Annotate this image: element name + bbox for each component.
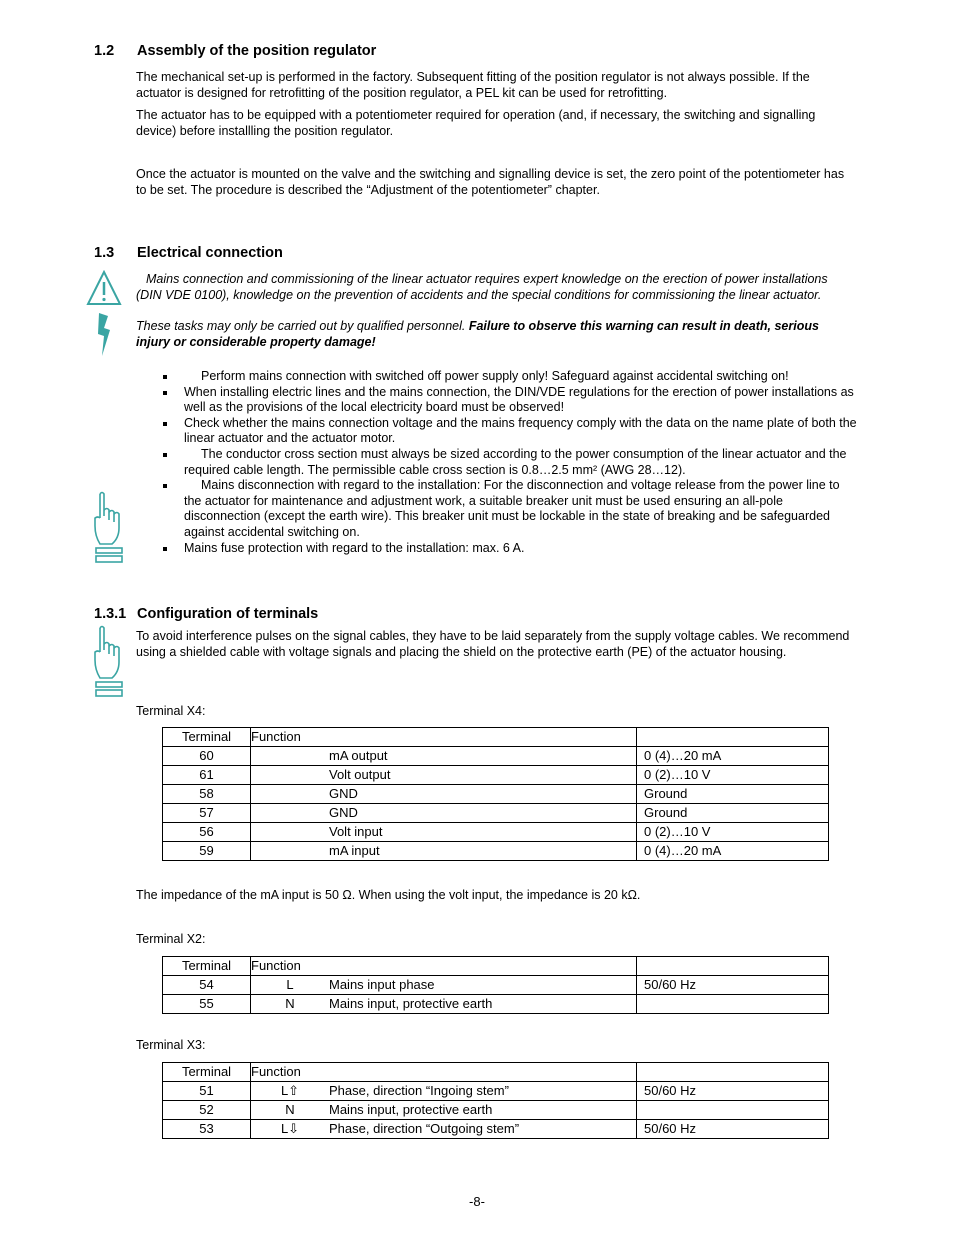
table-cell: Volt output — [251, 766, 637, 785]
table-cell: 57 — [163, 804, 251, 823]
table-cell: mA output — [251, 747, 637, 766]
table-cell: mA input — [251, 842, 637, 861]
table-cell: 0 (4)…20 mA — [637, 747, 829, 766]
table-header-cell: Function — [251, 1063, 637, 1082]
table-row — [163, 1101, 829, 1120]
table-cell: 59 — [163, 842, 251, 861]
list-item: Mains disconnection with regard to the installation: For the disconnection and voltage release from the power line to the actuator for maintenance and adjustment work, a suitable breaker unit must be used ensuring an all-pole disconnection (except the earth wire). This breaker unit must be lockable in the state of breaking and be safeguarded against accidental switching on. — [136, 478, 858, 540]
warning-text-2: These tasks may only be carried out by qualified personnel. Failure to observe this warning can result in death, serious injury or considerable property damage! — [136, 319, 819, 349]
table-cell: 58 — [163, 785, 251, 804]
table-row — [163, 976, 829, 995]
table-cell: N Mains input, protective earth — [251, 1101, 637, 1120]
table-cell: 0 (2)…10 V — [637, 766, 829, 785]
table-cell: Ground — [637, 804, 829, 823]
table-row — [163, 823, 829, 842]
table-row — [163, 785, 829, 804]
paragraph: The actuator has to be equipped with a potentiometer required for operation (and, if necessary, the switching and signalling device) before installling the position regulator. — [136, 108, 816, 138]
section-title: Configuration of terminals — [137, 606, 319, 622]
table-header-row — [163, 957, 829, 976]
pointing-hand-icon — [92, 490, 124, 566]
paragraph: The impedance of the mA input is 50 Ω. When using the volt input, the impedance is 20 kΩ. — [136, 888, 641, 902]
table-header-cell: Terminal — [163, 1063, 251, 1082]
terminal-x2-table — [162, 956, 829, 1014]
page-number: -8- — [469, 1194, 485, 1209]
table-cell: L⇧ Phase, direction “Ingoing stem” — [251, 1082, 637, 1101]
section-title: Assembly of the position regulator — [137, 43, 377, 59]
table-cell: 0 (2)…10 V — [637, 823, 829, 842]
table-row — [163, 747, 829, 766]
warning-text: Mains connection and commissioning of the linear actuator requires expert knowledge on the erection of power installations (DIN VDE 0100), knowledge on the prevention of accidents and the special conditions for commissioning the linear actuator. — [136, 272, 828, 302]
table-header-cell: Terminal — [163, 728, 251, 747]
table-header-row — [163, 728, 829, 747]
warning-emphasis: Failure to observe this warning can result in death, serious injury or considerable property damage! — [136, 319, 819, 349]
bullet-list — [136, 369, 858, 556]
table-header-row — [163, 1063, 829, 1082]
paragraph: To avoid interference pulses on the signal cables, they have to be laid separately from the supply voltage cables. We recommend using a shielded cable with voltage signals and placing the shield on the protective earth (PE) of the actuator housing. — [136, 629, 850, 659]
section-number: 1.2 — [94, 43, 115, 59]
table-label: Terminal X4: — [136, 704, 206, 718]
table-header-cell — [637, 957, 829, 976]
table-cell: Ground — [637, 785, 829, 804]
table-row — [163, 1120, 829, 1139]
table-cell — [637, 995, 829, 1014]
table-cell: GND — [251, 785, 637, 804]
list-item: Mains fuse protection with regard to the installation: max. 6 A. — [136, 541, 858, 557]
table-label: Terminal X2: — [136, 932, 206, 946]
table-cell: 52 — [163, 1101, 251, 1120]
list-item: Check whether the mains connection voltage and the mains frequency comply with the data on the name plate of both the linear actuator and the actuator motor. — [136, 416, 858, 447]
table-cell: L Mains input phase — [251, 976, 637, 995]
table-cell: 55 — [163, 995, 251, 1014]
table-cell: 50/60 Hz — [637, 1082, 829, 1101]
table-cell: 60 — [163, 747, 251, 766]
table-row — [163, 766, 829, 785]
terminal-x3-table — [162, 1062, 829, 1139]
section-title: Electrical connection — [137, 245, 283, 261]
table-cell: 50/60 Hz — [637, 976, 829, 995]
table-header-cell: Function — [251, 728, 637, 747]
list-item: When installing electric lines and the mains connection, the DIN/VDE regulations for the erection of power installations as well as the provisions of the local electricity board must be observed! — [136, 385, 858, 416]
table-cell: 56 — [163, 823, 251, 842]
table-header-cell: Function — [251, 957, 637, 976]
terminal-x4-table — [162, 727, 829, 861]
table-cell: 53 — [163, 1120, 251, 1139]
table-cell: Volt input — [251, 823, 637, 842]
table-header-cell — [637, 728, 829, 747]
table-header-cell: Terminal — [163, 957, 251, 976]
table-row — [163, 995, 829, 1014]
table-label: Terminal X3: — [136, 1038, 206, 1052]
table-row — [163, 804, 829, 823]
section-number: 1.3 — [94, 245, 115, 261]
table-cell: 50/60 Hz — [637, 1120, 829, 1139]
pointing-hand-icon — [92, 624, 124, 700]
section-number: 1.3.1 — [94, 606, 127, 622]
table-cell: GND — [251, 804, 637, 823]
table-cell: L⇩ Phase, direction “Outgoing stem” — [251, 1120, 637, 1139]
lightning-bolt-icon — [98, 313, 110, 356]
paragraph: Once the actuator is mounted on the valve and the switching and signalling device is set, the zero point of the potentiometer has to be set. The procedure is described the “Adjustment of the potentiometer” chapter. — [136, 167, 845, 197]
table-row — [163, 1082, 829, 1101]
table-cell — [637, 1101, 829, 1120]
table-cell: 61 — [163, 766, 251, 785]
table-cell: 51 — [163, 1082, 251, 1101]
table-row — [163, 842, 829, 861]
table-cell: 0 (4)…20 mA — [637, 842, 829, 861]
list-item: Perform mains connection with switched off power supply only! Safeguard against accidental switching on! — [136, 369, 858, 385]
table-cell: N Mains input, protective earth — [251, 995, 637, 1014]
table-header-cell — [637, 1063, 829, 1082]
paragraph: The mechanical set-up is performed in the factory. Subsequent fitting of the position regulator is not always possible. If the actuator is designed for retrofitting of the position regulator, a PEL kit can be used for retrofitting. — [136, 70, 810, 100]
warning-triangle-icon — [86, 270, 122, 360]
list-item: The conductor cross section must always be sized according to the power consumption of the linear actuator and the required cable length. The permissible cable cross section is 0.8…2.5 mm² (AWG 28…12). — [136, 447, 858, 478]
table-cell: 54 — [163, 976, 251, 995]
